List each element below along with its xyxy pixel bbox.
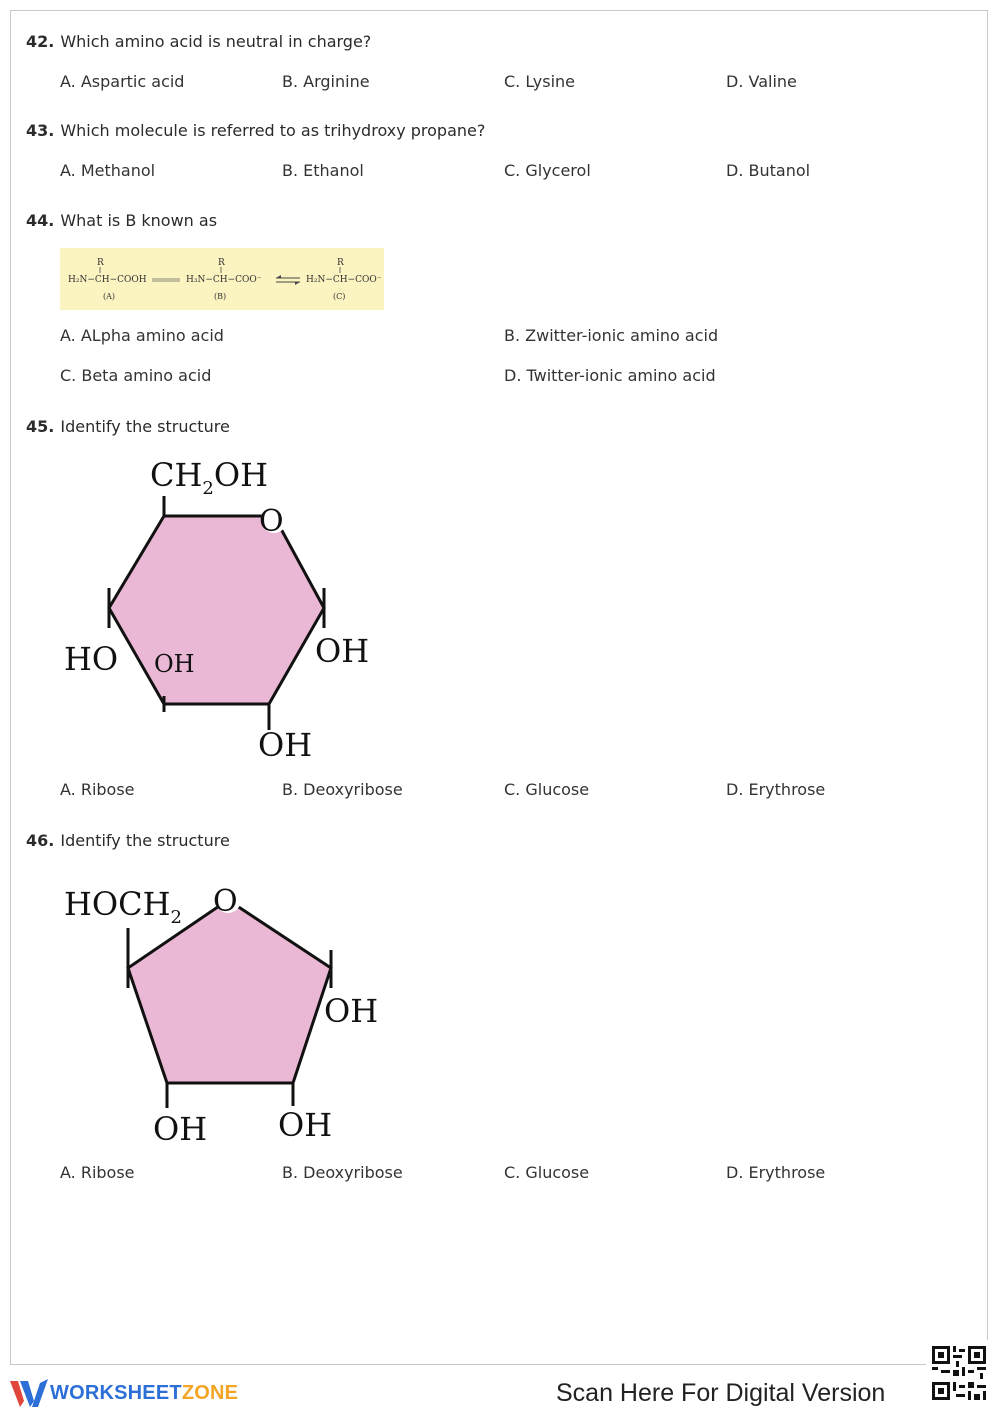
option-d[interactable]: D. Butanol [726, 161, 811, 180]
question-number: 46. [26, 831, 55, 850]
r-group-c: R [337, 258, 344, 268]
oh-right-label: OH [315, 632, 370, 670]
question-45 [26, 417, 230, 436]
scan-text: Scan Here For Digital Version [556, 1379, 886, 1407]
label-c: (C) [333, 292, 346, 301]
oh-bottom-label: OH [258, 726, 313, 764]
question-number: 44. [26, 211, 55, 230]
option-d[interactable]: D. Valine [726, 72, 797, 91]
oh-inner-label: OH [154, 650, 195, 678]
option-d[interactable]: D. Twitter-ionic amino acid [504, 366, 716, 385]
ring-oxygen-label: O [213, 884, 238, 919]
option-b[interactable]: B. Zwitter-ionic amino acid [504, 326, 719, 345]
r-group-b: R [218, 258, 225, 268]
option-c[interactable]: C. Glucose [504, 780, 590, 799]
w-logo-icon [10, 1377, 50, 1409]
option-a[interactable]: A. ALpha amino acid [60, 326, 224, 345]
label-a: (A) [103, 292, 116, 301]
option-c[interactable]: C. Glycerol [504, 161, 591, 180]
formula-b: H₃N−CH−COO⁻ [186, 275, 262, 285]
question-text: Which molecule is referred to as trihydroxy propane? [60, 121, 486, 140]
option-b[interactable]: B. Ethanol [282, 161, 364, 180]
question-number: 43. [26, 121, 55, 140]
question-text: Identify the structure [60, 831, 230, 850]
ho-left-label: HO [64, 640, 119, 678]
question-text: Identify the structure [60, 417, 230, 436]
pentagon-ring [128, 900, 331, 1083]
label-b: (B) [214, 292, 227, 301]
formula-c: H₂N−CH−COO⁻ [306, 275, 382, 285]
option-a[interactable]: A. Methanol [60, 161, 156, 180]
furanose-ring-structure [50, 870, 400, 1160]
question-43 [26, 121, 485, 140]
question-text: Which amino acid is neutral in charge? [60, 32, 372, 51]
option-a[interactable]: A. Ribose [60, 1163, 135, 1182]
r-group-a: R [97, 258, 104, 268]
worksheetzone-logo[interactable] [10, 1376, 238, 1410]
brand-name: WORKSHEETZONE [50, 1381, 239, 1404]
question-44 [26, 211, 217, 230]
oh-bottom-right-label: OH [278, 1106, 333, 1144]
option-d[interactable]: D. Erythrose [726, 1163, 826, 1182]
question-number: 42. [26, 32, 55, 51]
amino-acid-equilibrium-figure [60, 248, 384, 310]
option-a[interactable]: A. Aspartic acid [60, 72, 185, 91]
ring-oxygen-label: O [259, 504, 284, 539]
hoch2-label: $HOCH_2$ [64, 885, 182, 928]
oh-right-label: OH [324, 992, 379, 1030]
option-c[interactable]: C. Glucose [504, 1163, 590, 1182]
option-c[interactable]: C. Beta amino acid [60, 366, 212, 385]
pyranose-ring-structure [50, 448, 390, 768]
option-b[interactable]: B. Arginine [282, 72, 370, 91]
formula-a: H₂N−CH−COOH [68, 275, 147, 285]
question-text: What is B known as [60, 211, 218, 230]
option-d[interactable]: D. Erythrose [726, 780, 826, 799]
option-b[interactable]: B. Deoxyribose [282, 780, 403, 799]
option-b[interactable]: B. Deoxyribose [282, 1163, 403, 1182]
oh-bottom-left-label: OH [153, 1110, 208, 1148]
option-a[interactable]: A. Ribose [60, 780, 135, 799]
hexagon-ring [109, 516, 324, 704]
option-c[interactable]: C. Lysine [504, 72, 576, 91]
question-number: 45. [26, 417, 55, 436]
question-42 [26, 32, 371, 51]
question-46 [26, 831, 230, 850]
qr-code-icon[interactable] [926, 1340, 992, 1406]
ch2oh-label: $CH_2OH$ [150, 456, 268, 499]
